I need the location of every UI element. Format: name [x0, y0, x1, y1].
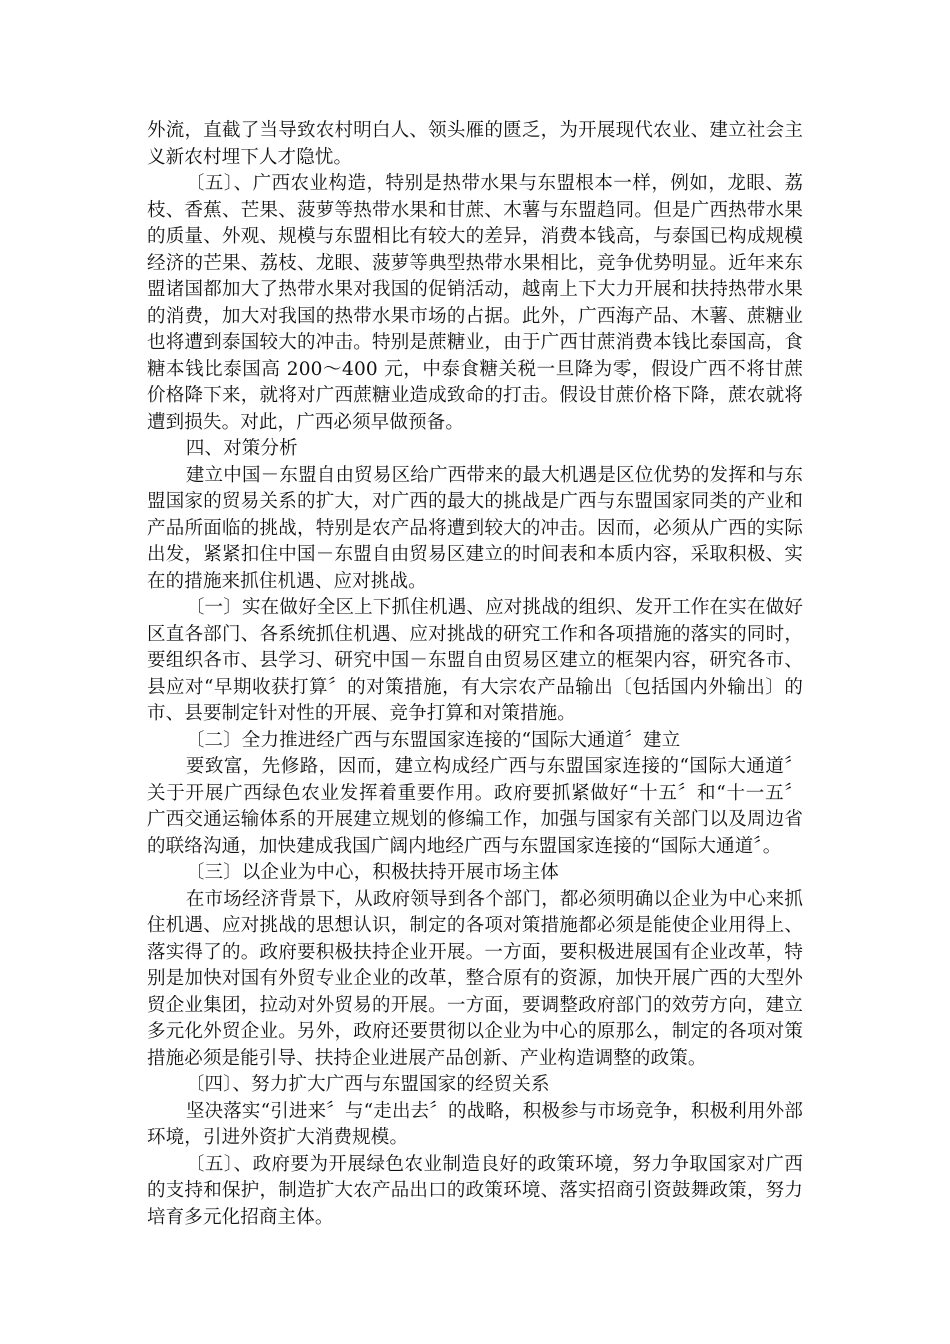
- paragraph-measure-5: 〔五〕、政府要为开展绿色农业制造良好的政策环境，努力争取国家对广西的支持和保护，制造扩大农产品出口的政策环境、落实招商引资鼓舞政策，努力培育多元化招商主体。: [147, 1153, 803, 1228]
- paragraph-opportunity-overview: 建立中国－东盟自由贸易区给广西带来的最大机遇是区位优势的发挥和与东盟国家的贸易关系的扩大，对广西的最大的挑战是广西与东盟国家同类的产业和产品所面临的挑战，特别是农产品将遭到较大的冲击。因而，必须从广西的实际出发，紧紧扣住中国－东盟自由贸易区建立的时间表和本质内容，采取积极、实在的措施来抓住机遇、应对挑战。: [147, 464, 803, 592]
- paragraph-measure-2: 要致富，先修路，因而，建立构成经广西与东盟国家连接的“国际大通道〞关于开展广西绿色农业发挥着重要作用。政府要抓紧做好“十五〞和“十一五〞 广西交通运输体系的开展建立规划的修编工作，加强与国家有关部门以及周边省的联络沟通，加快建成我国广阔内地经广西与东盟国家连接的“国际大通道〞。: [147, 756, 803, 857]
- paragraph-measure-4: 坚决落实“引进来〞与“走出去〞的战略，积极参与市场竞争，积极利用外部环境，引进外资扩大消费规模。: [147, 1100, 803, 1148]
- paragraph-measure-3: 在市场经济背景下，从政府领导到各个部门，都必须明确以企业为中心来抓住机遇、应对挑战的思想认识，制定的各项对策措施都必须是能使企业用得上、落实得了的。政府要积极扶持企业开展。一方面，要积极进展国有企业改革，特别是加快对国有外贸专业企业的改革，整合原有的资源，加快开展广西的大型外贸企业集团，拉动对外贸易的开展。一方面，要调整政府部门的效劳方向，建立多元化外贸企业。另外，政府还要贯彻以企业为中心的原那么，制定的各项对策措施必须是能引导、扶持企业进展产品创新、产业构造调整的政策。: [147, 888, 803, 1069]
- paragraph-agri-structure: 〔五〕、广西农业构造，特别是热带水果与东盟根本一样，例如，龙眼、荔枝、香蕉、芒果、菠萝等热带水果和甘蔗、木薯与东盟趋同。但是广西热带水果的质量、外观、规模与东盟相比有较大的差异，消费本钱高，与泰国已构成规模经济的芒果、荔枝、龙眼、菠萝等典型热带水果相比，竞争优势明显。近年来东盟诸国都加大了热带水果对我国的促销活动，越南上下大力开展和扶持热带水果的消费，加大对我国的热带水果市场的占据。此外，广西海产品、木薯、蔗糖业也将遭到泰国较大的冲击。特别是蔗糖业，由于广西甘蔗消费本钱比泰国高，食糖本钱比泰国高 200～400 元，中泰食糖关税一旦降为零，假设广西不将甘蔗价格降下来，就将对广西蔗糖业造成致命的打击。假设甘蔗价格下降，蔗农就将遭到损失。对此，广西必须早做预备。: [147, 173, 803, 433]
- document-page: [147, 118, 803, 1231]
- paragraph-talent-drain: 外流，直截了当导致农村明白人、领头雁的匮乏，为开展现代农业、建立社会主义新农村埋下人才隐忧。: [147, 120, 803, 168]
- subheading-measure-3: 〔三〕以企业为中心，积极扶持开展市场主体: [185, 862, 559, 883]
- section-heading-countermeasures: 四、对策分析: [185, 438, 298, 459]
- subheading-measure-4: 〔四〕、努力扩大广西与东盟国家的经贸关系: [185, 1074, 550, 1095]
- paragraph-measure-1: 〔一〕实在做好全区上下抓住机遇、应对挑战的组织、发开工作在实在做好区直各部门、各系统抓住机遇、应对挑战的研究工作和各项措施的落实的同时，要组织各市、县学习、研究中国－东盟自由贸易区建立的框架内容，研究各市、县应对“早期收获打算〞的对策措施，有大宗农产品输出〔包括国内外输出〕的市、县要制定针对性的开展、竞争打算和对策措施。: [147, 597, 803, 724]
- subheading-measure-2: 〔二〕全力推进经广西与东盟国家连接的“国际大通道〞建立: [185, 729, 681, 751]
